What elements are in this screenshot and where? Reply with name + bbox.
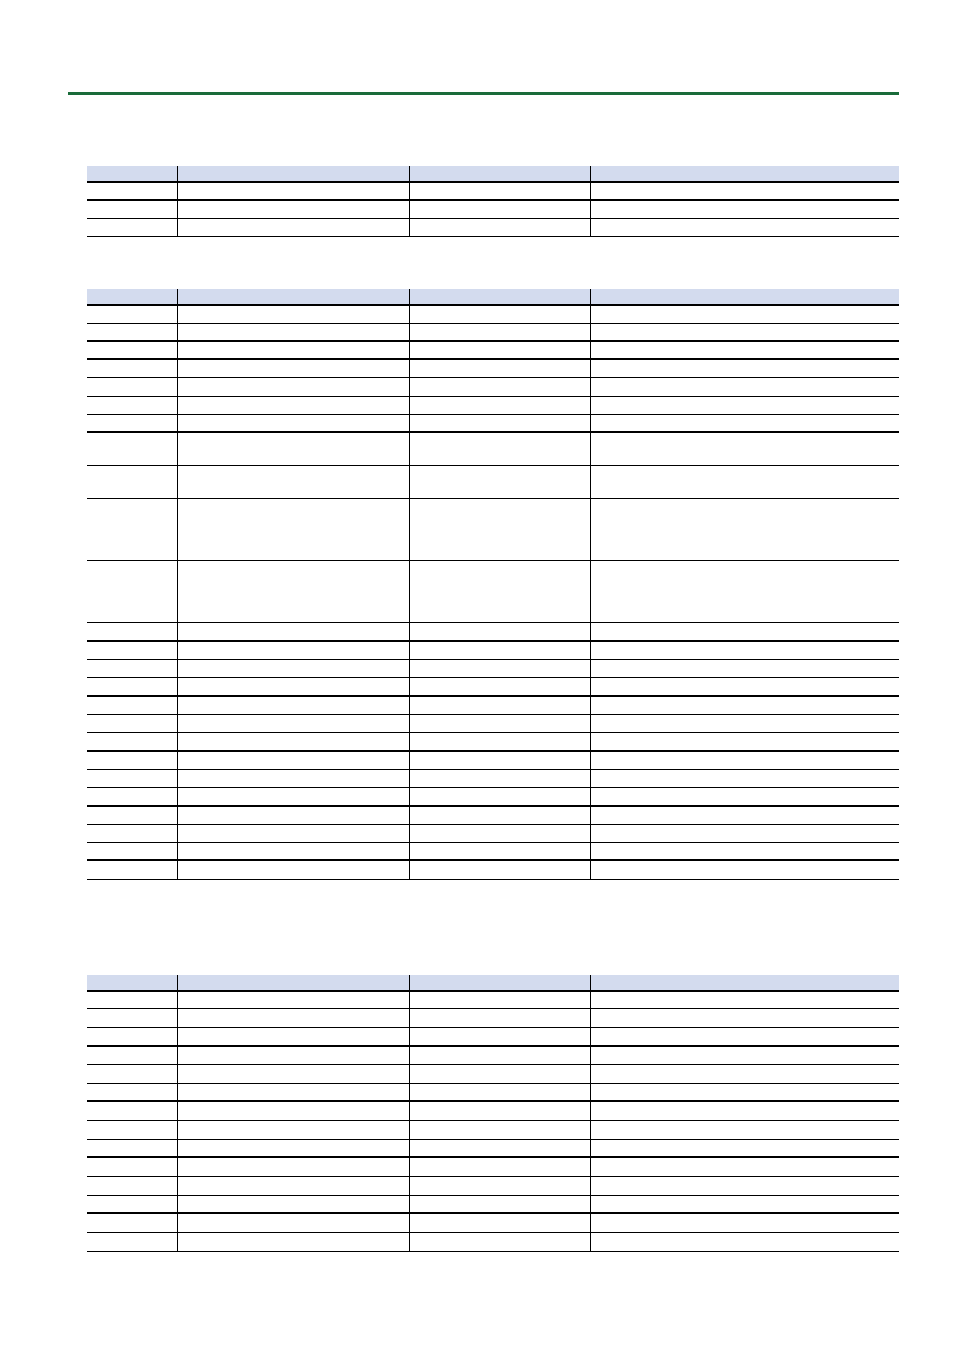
table-cell [177, 378, 409, 396]
table-cell [590, 1065, 899, 1083]
table-cell [177, 733, 409, 750]
table-row [87, 843, 899, 861]
table-cell [590, 1102, 899, 1120]
table-cell [177, 1009, 409, 1027]
table-cell [409, 715, 590, 732]
table-cell [409, 1028, 590, 1045]
table-cell [87, 770, 177, 787]
table-header-row [87, 289, 899, 306]
table-cell [177, 324, 409, 340]
table-cell [409, 499, 590, 560]
table-cell [87, 360, 177, 377]
table-cell [590, 1233, 899, 1251]
table-cell [590, 397, 899, 414]
table-cell [87, 1009, 177, 1027]
table-cell [177, 499, 409, 560]
table-cell [87, 433, 177, 465]
table-row [87, 752, 899, 770]
table-row [87, 433, 899, 466]
table-cell [409, 1009, 590, 1027]
table-row [87, 1233, 899, 1252]
table-cell [409, 642, 590, 659]
table-row [87, 623, 899, 642]
table-cell [409, 1140, 590, 1156]
table-cell [590, 788, 899, 805]
table-cell [409, 306, 590, 323]
table-row [87, 219, 899, 237]
table-header-cell [409, 166, 590, 181]
table-cell [590, 378, 899, 396]
table-cell [590, 715, 899, 732]
table-cell [87, 1214, 177, 1232]
table-cell [590, 433, 899, 465]
table-cell [177, 1121, 409, 1139]
table-cell [409, 1214, 590, 1232]
table-cell [87, 733, 177, 750]
table-cell [87, 660, 177, 677]
table-cell [409, 1158, 590, 1176]
table-cell [87, 324, 177, 340]
table-cell [177, 623, 409, 640]
table-row [87, 807, 899, 825]
table-cell [409, 1084, 590, 1100]
table-cell [177, 306, 409, 323]
table-cell [590, 342, 899, 358]
table-row [87, 1047, 899, 1065]
table-cell [409, 219, 590, 236]
table-cell [177, 1177, 409, 1195]
parameter-table-1 [87, 166, 899, 237]
table-cell [87, 623, 177, 640]
table-cell [590, 770, 899, 787]
table-cell [87, 697, 177, 714]
table-cell [87, 415, 177, 431]
table-cell [409, 466, 590, 498]
table-cell [590, 660, 899, 677]
table-cell [177, 561, 409, 622]
table-cell [87, 397, 177, 414]
table-row [87, 1196, 899, 1214]
table-cell [87, 1065, 177, 1083]
table-row [87, 825, 899, 843]
table-cell [409, 1047, 590, 1064]
table-cell [409, 678, 590, 695]
table-row [87, 660, 899, 678]
table-cell [590, 219, 899, 236]
table-cell [409, 843, 590, 859]
table-cell [87, 1102, 177, 1120]
table-row [87, 1121, 899, 1140]
table-cell [590, 623, 899, 640]
table-header-row [87, 166, 899, 183]
table-header-cell [409, 975, 590, 990]
table-row [87, 788, 899, 807]
table-cell [590, 183, 899, 199]
table-cell [177, 219, 409, 236]
table-cell [87, 807, 177, 824]
table-cell [409, 342, 590, 358]
table-cell [177, 843, 409, 859]
table-cell [177, 752, 409, 769]
table-cell [590, 678, 899, 695]
table-row [87, 642, 899, 660]
table-cell [409, 378, 590, 396]
table-header-cell [177, 289, 409, 304]
table-cell [87, 715, 177, 732]
table-cell [177, 642, 409, 659]
table-cell [409, 1102, 590, 1120]
table-cell [590, 1177, 899, 1195]
table-cell [87, 678, 177, 695]
table-cell [409, 201, 590, 218]
table-cell [409, 1121, 590, 1139]
table-cell [409, 825, 590, 842]
table-cell [590, 697, 899, 714]
table-row [87, 715, 899, 733]
table-row [87, 415, 899, 433]
table-cell [177, 678, 409, 695]
table-cell [409, 561, 590, 622]
table-row [87, 378, 899, 397]
table-cell [87, 825, 177, 842]
table-cell [177, 433, 409, 465]
table-cell [177, 397, 409, 414]
table-cell [409, 697, 590, 714]
table-cell [409, 623, 590, 640]
table-cell [177, 825, 409, 842]
table-cell [177, 697, 409, 714]
parameter-table-3 [87, 975, 899, 1252]
table-cell [590, 1009, 899, 1027]
table-cell [177, 1047, 409, 1064]
table-header-cell [87, 166, 177, 181]
table-row [87, 1177, 899, 1196]
table-row [87, 397, 899, 415]
table-row [87, 306, 899, 324]
table-cell [177, 1140, 409, 1156]
table-cell [409, 660, 590, 677]
table-row [87, 678, 899, 697]
table-cell [87, 1084, 177, 1100]
table-header-row [87, 975, 899, 992]
table-row [87, 360, 899, 378]
table-cell [87, 1121, 177, 1139]
table-row [87, 466, 899, 499]
table-cell [87, 219, 177, 236]
table-cell [87, 992, 177, 1008]
table-cell [177, 1102, 409, 1120]
table-cell [87, 561, 177, 622]
table-row [87, 324, 899, 342]
table-cell [87, 1196, 177, 1212]
table-cell [590, 992, 899, 1008]
table-row [87, 1102, 899, 1121]
table-cell [177, 1065, 409, 1083]
table-cell [87, 1158, 177, 1176]
table-cell [590, 324, 899, 340]
table-cell [177, 466, 409, 498]
table-header-cell [177, 166, 409, 181]
table-cell [87, 499, 177, 560]
table-cell [590, 1140, 899, 1156]
table-cell [87, 752, 177, 769]
table-cell [409, 397, 590, 414]
table-header-cell [590, 975, 899, 990]
table-cell [87, 1233, 177, 1251]
section-rule [68, 92, 899, 95]
table-cell [177, 1028, 409, 1045]
table-cell [590, 201, 899, 218]
table-cell [177, 660, 409, 677]
table-cell [87, 788, 177, 805]
table-cell [409, 183, 590, 199]
table-cell [87, 861, 177, 879]
table-cell [177, 1084, 409, 1100]
table-cell [409, 752, 590, 769]
table-header-cell [590, 166, 899, 181]
table-row [87, 201, 899, 219]
table-row [87, 697, 899, 715]
table-cell [590, 1028, 899, 1045]
table-cell [409, 788, 590, 805]
table-cell [87, 843, 177, 859]
table-cell [87, 1177, 177, 1195]
table-cell [177, 360, 409, 377]
table-cell [590, 1121, 899, 1139]
table-cell [590, 360, 899, 377]
table-cell [590, 466, 899, 498]
table-header-cell [87, 289, 177, 304]
table-cell [409, 861, 590, 879]
table-cell [177, 183, 409, 199]
table-cell [409, 770, 590, 787]
table-cell [409, 1065, 590, 1083]
table-cell [590, 499, 899, 560]
table-cell [590, 306, 899, 323]
table-row [87, 561, 899, 623]
table-cell [590, 1214, 899, 1232]
table-cell [409, 433, 590, 465]
table-row [87, 770, 899, 788]
table-cell [590, 561, 899, 622]
table-cell [590, 1047, 899, 1064]
table-cell [409, 324, 590, 340]
table-cell [177, 1214, 409, 1232]
table-cell [409, 1233, 590, 1251]
table-cell [87, 466, 177, 498]
table-cell [409, 807, 590, 824]
table-cell [590, 733, 899, 750]
table-cell [87, 1028, 177, 1045]
table-cell [409, 992, 590, 1008]
table-cell [87, 201, 177, 218]
table-cell [87, 183, 177, 199]
table-cell [590, 1196, 899, 1212]
table-cell [177, 1196, 409, 1212]
table-cell [177, 992, 409, 1008]
table-row [87, 1065, 899, 1084]
table-cell [590, 861, 899, 879]
table-row [87, 861, 899, 880]
table-header-cell [409, 289, 590, 304]
table-cell [177, 861, 409, 879]
table-cell [177, 788, 409, 805]
table-cell [409, 1177, 590, 1195]
table-row [87, 183, 899, 201]
table-row [87, 1140, 899, 1158]
table-cell [87, 642, 177, 659]
table-cell [409, 415, 590, 431]
table-cell [177, 342, 409, 358]
parameter-table-2 [87, 289, 899, 880]
table-row [87, 733, 899, 752]
table-cell [87, 1140, 177, 1156]
table-row [87, 1084, 899, 1102]
table-cell [590, 825, 899, 842]
table-cell [409, 1196, 590, 1212]
table-row [87, 1214, 899, 1233]
table-header-cell [87, 975, 177, 990]
table-cell [177, 1233, 409, 1251]
table-cell [177, 770, 409, 787]
table-cell [590, 642, 899, 659]
table-cell [177, 201, 409, 218]
table-cell [590, 752, 899, 769]
table-row [87, 1028, 899, 1047]
table-cell [177, 715, 409, 732]
table-row [87, 1009, 899, 1028]
table-cell [87, 378, 177, 396]
table-cell [87, 1047, 177, 1064]
table-header-cell [590, 289, 899, 304]
table-cell [590, 807, 899, 824]
table-row [87, 499, 899, 561]
table-cell [177, 415, 409, 431]
table-cell [590, 843, 899, 859]
table-row [87, 342, 899, 360]
table-header-cell [177, 975, 409, 990]
table-row [87, 1158, 899, 1177]
table-cell [590, 1158, 899, 1176]
table-cell [409, 360, 590, 377]
table-cell [177, 1158, 409, 1176]
table-cell [87, 342, 177, 358]
table-cell [590, 415, 899, 431]
table-cell [87, 306, 177, 323]
table-cell [590, 1084, 899, 1100]
table-cell [409, 733, 590, 750]
table-row [87, 992, 899, 1009]
table-cell [177, 807, 409, 824]
